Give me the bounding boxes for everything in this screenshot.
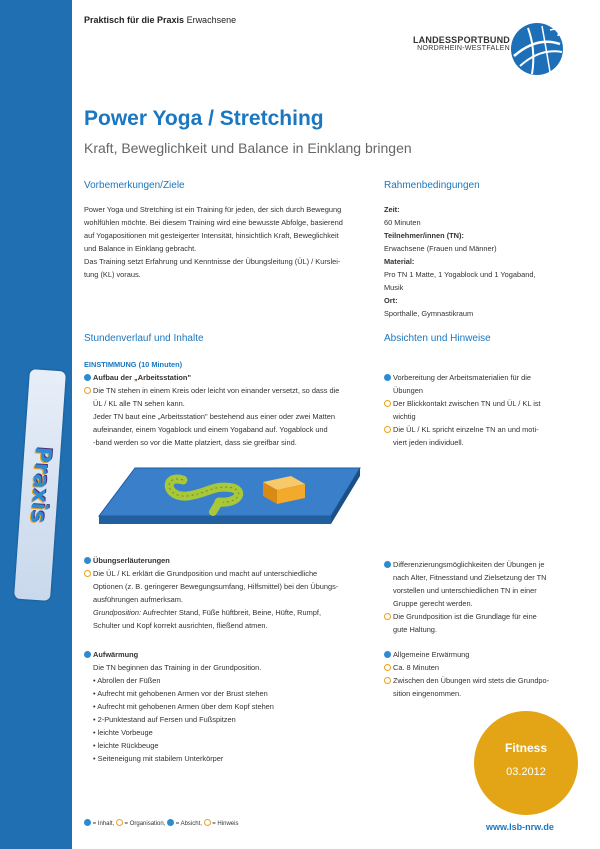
- list-item: [384, 661, 584, 674]
- text-line: Der Blickkontakt zwischen TN und ÜL / KL ist: [393, 399, 541, 408]
- tn-label: Teilnehmer/innen (TN):: [384, 231, 464, 240]
- einstimmung-block: [84, 358, 374, 449]
- list-item: [384, 423, 584, 436]
- text-line: Die TN stehen in einem Kreis oder leicht von einander versetzt, so dass die: [93, 386, 340, 395]
- list-item: [84, 554, 379, 567]
- inhalt-bullet-icon: [84, 374, 91, 381]
- text-line: auf Yogapositionen mit gesteigerter Intensität, hinsichtlich Kraft, Beweglichkeit: [84, 231, 339, 240]
- list-item-text: Abrollen der Füßen: [97, 676, 161, 685]
- hinweis-bullet-icon: [384, 613, 391, 620]
- absicht-bullet-icon: [384, 561, 391, 568]
- list-item: [384, 371, 584, 384]
- text-line: nach Alter, Fitnesstand und Zielsetzung der TN: [393, 573, 547, 582]
- list-item: • Abrollen der Füßen: [93, 676, 161, 685]
- organisation-bullet-icon: [84, 387, 91, 394]
- text-line: ÜL / KL alle TN sehen kann.: [93, 399, 185, 408]
- series-audience: Erwachsene: [186, 15, 237, 25]
- ort-label: Ort:: [384, 296, 398, 305]
- bullet-legend: [84, 819, 238, 827]
- list-item: [384, 610, 584, 623]
- aufwaermung-block: [84, 648, 379, 765]
- list-item: • leichte Rückbeuge: [93, 741, 159, 750]
- text-line: wichtig: [393, 412, 416, 421]
- text-line: -band werden so vor die Matte platziert, dass sie greifbar sind.: [93, 438, 297, 447]
- brand-block: [413, 35, 510, 52]
- material-line: Pro TN 1 Matte, 1 Yogablock und 1 Yogaband,: [384, 270, 536, 279]
- praxis-logo: Praxis: [14, 369, 66, 601]
- yoga-mat-edge: [99, 516, 331, 524]
- text-line: vorstellen und unterschiedlichen TN in einer: [393, 586, 537, 595]
- issue-date: 03.2012: [506, 766, 546, 778]
- page-subtitle: Kraft, Beweglichkeit und Balance in Einklang bringen: [84, 140, 412, 156]
- text-line: Die TN beginnen das Training in der Grundposition.: [93, 663, 262, 672]
- text-line: tung (KL) voraus.: [84, 270, 141, 279]
- left-blue-sidebar: [0, 0, 72, 849]
- series-name: Praktisch für die Praxis: [84, 15, 185, 25]
- list-item-text: leichte Rückbeuge: [97, 741, 159, 750]
- hinweis-bullet-icon: [384, 400, 391, 407]
- aufwaermung-title: Aufwärmung: [93, 650, 139, 659]
- list-item: • Aufrecht mit gehobenen Armen über dem Kopf stehen: [93, 702, 274, 711]
- yoga-mat-icon: [99, 468, 360, 516]
- list-item-text: Aufrecht mit gehobenen Armen vor der Brust stehen: [97, 689, 268, 698]
- vorbemerkungen-heading: Vorbemerkungen/Ziele: [84, 180, 185, 191]
- list-item: [84, 384, 374, 397]
- legend-inhalt: = Inhalt,: [92, 821, 115, 827]
- category-name: Fitness: [504, 741, 547, 755]
- einstimmung-label: EINSTIMMUNG (10 Minuten): [84, 360, 183, 369]
- list-item: • Seiteneigung mit stabilem Unterkörper: [93, 754, 224, 763]
- website-link[interactable]: www.lsb-nrw.de: [486, 822, 554, 832]
- absicht-bullet-icon: [384, 374, 391, 381]
- zeit-label: Zeit:: [384, 205, 400, 214]
- text-line: gute Haltung.: [393, 625, 437, 634]
- hinweis-bullet-icon: [384, 426, 391, 433]
- list-item: • 2-Punktestand auf Fersen und Fußspitzen: [93, 715, 236, 724]
- legend-absicht: = Absicht,: [175, 821, 202, 827]
- hinweise-2: [384, 558, 584, 636]
- absicht-legend-icon: [167, 819, 174, 826]
- list-item: • Aufrecht mit gehobenen Armen vor der Brust stehen: [93, 689, 268, 698]
- uebung-block: [84, 554, 379, 632]
- inhalt-bullet-icon: [84, 651, 91, 658]
- list-item-text: Seiteneigung mit stabilem Unterkörper: [97, 754, 224, 763]
- tn-value: Erwachsene (Frauen und Männer): [384, 244, 497, 253]
- hinweise-1: [384, 371, 584, 449]
- text-line: sition eingenommen.: [393, 689, 462, 698]
- text-line: Die Grundposition ist die Grundlage für eine: [393, 612, 537, 621]
- organisation-bullet-icon: [84, 570, 91, 577]
- text-line: Jeder TN baut eine „Arbeitsstation" bestehend aus einer oder zwei Matten: [93, 412, 335, 421]
- text-line: Die ÜL / KL erklärt die Grundposition und macht auf unterschiedliche: [93, 569, 318, 578]
- hinweis-bullet-icon: [384, 664, 391, 671]
- list-item-text: 2-Punktestand auf Fersen und Fußspitzen: [97, 715, 236, 724]
- list-item: [384, 674, 584, 687]
- text-line: ausführungen aufmerksam.: [93, 595, 183, 604]
- hinweise-3: [384, 648, 584, 700]
- hinweis-bullet-icon: [384, 677, 391, 684]
- grundposition-label: Grundposition:: [93, 608, 142, 617]
- text-line: wohlfühlen möchte. Bei diesem Training wird eine bewusste Abfolge, basierend: [84, 218, 343, 227]
- text-line: viert jeden individuell.: [393, 438, 464, 447]
- material-line: Musik: [384, 283, 404, 292]
- list-item: [384, 558, 584, 571]
- rahmen-text: [384, 203, 584, 320]
- inhalt-bullet-icon: [84, 557, 91, 564]
- legend-organisation: = Organisation,: [124, 821, 166, 827]
- text-line: Differenzierungsmöglichkeiten der Übungen je: [393, 560, 545, 569]
- absichten-heading: Absichten und Hinweise: [384, 333, 491, 344]
- text-line: aufeinander, einem Yogablock und einem Yogaband auf. Yogablock und: [93, 425, 328, 434]
- grundposition-line: [84, 606, 379, 619]
- brand-line-1: LANDESSPORTBUND: [412, 35, 510, 45]
- category-badge: [474, 711, 578, 815]
- text-line: Aufrechter Stand, Füße hüftbreit, Beine, Hüfte, Rumpf,: [141, 608, 322, 617]
- text-line: Zwischen den Übungen wird stets die Grundpo-: [393, 676, 550, 685]
- list-item-text: Aufrecht mit gehobenen Armen über dem Kopf stehen: [97, 702, 274, 711]
- aufbau-title: Aufbau der „Arbeitsstation": [93, 373, 191, 382]
- list-item: [84, 567, 379, 580]
- text-line: Power Yoga und Stretching ist ein Training für jeden, der sich durch Bewegung: [84, 205, 342, 214]
- globe-logo-icon: [510, 22, 564, 76]
- text-line: Ca. 8 Minuten: [393, 663, 440, 672]
- stundenverlauf-heading: Stundenverlauf und Inhalte: [84, 333, 204, 344]
- brand-line-2: NORDRHEIN-WESTFALEN: [417, 45, 510, 52]
- organisation-legend-icon: [116, 819, 123, 826]
- list-item: [384, 648, 584, 661]
- ort-value: Sporthalle, Gymnastikraum: [384, 309, 474, 318]
- list-item: • leichte Vorbeuge: [93, 728, 153, 737]
- inhalt-legend-icon: [84, 819, 91, 826]
- vorbemerkungen-text: [84, 203, 374, 281]
- text-line: Das Training setzt Erfahrung und Kenntnisse der Übungsleitung (ÜL) / Kurslei-: [84, 257, 341, 266]
- legend-hinweis: = Hinweis: [212, 821, 239, 827]
- hinweis-legend-icon: [204, 819, 211, 826]
- text-line: Übungen: [393, 386, 423, 395]
- text-line: Optionen (z. B. geringerer Bewegungsumfang, Hilfsmittel) bei den Übungs-: [93, 582, 339, 591]
- material-label: Material:: [384, 257, 415, 266]
- page-title: Power Yoga / Stretching: [84, 107, 324, 130]
- uebung-title: Übungserläuterungen: [93, 556, 170, 565]
- text-line: Gruppe gerecht werden.: [393, 599, 473, 608]
- list-item: [84, 648, 379, 661]
- zeit-value: 60 Minuten: [384, 218, 421, 227]
- text-line: Vorbereitung der Arbeitsmaterialien für die: [393, 373, 532, 382]
- text-line: Die ÜL / KL spricht einzelne TN an und moti-: [393, 425, 539, 434]
- list-item: [384, 397, 584, 410]
- series-header: [84, 15, 236, 25]
- list-item-text: leichte Vorbeuge: [97, 728, 153, 737]
- text-line: Schulter und Kopf korrekt ausrichten, fließend atmen.: [93, 621, 268, 630]
- absicht-bullet-icon: [384, 651, 391, 658]
- yoga-station-illustration: [95, 458, 365, 540]
- text-line: Allgemeine Erwärmung: [393, 650, 470, 659]
- text-line: und Balance in Einklang gebracht.: [84, 244, 197, 253]
- rahmen-heading: Rahmenbedingungen: [384, 180, 480, 191]
- list-item: [84, 371, 374, 384]
